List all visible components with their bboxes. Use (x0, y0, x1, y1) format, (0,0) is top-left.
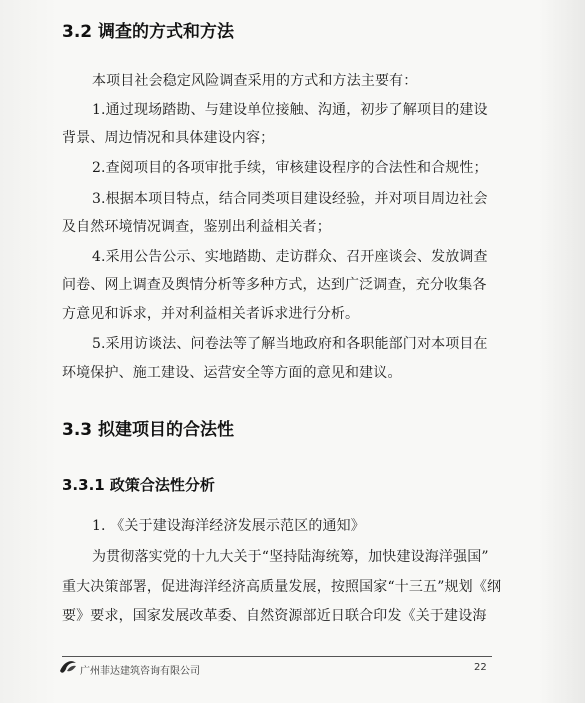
paragraph-line: 1. 《关于建设海洋经济发展示范区的通知》 (92, 518, 365, 534)
paragraph-line: 环境保护、施工建设、运营安全等方面的意见和建议。 (62, 365, 402, 381)
paragraph-line: 重大决策部署，促进海洋经济高质量发展，按照国家“十三五”规划《纲 (62, 579, 502, 595)
paragraph-line: 1.通过现场踏勘、与建设单位接触、沟通，初步了解项目的建设 (92, 102, 488, 118)
section-heading-3-3: 3.3 拟建项目的合法性 (62, 420, 235, 440)
paragraph-line: 2.查阅项目的各项审批手续，审核建设程序的合法性和合规性； (92, 160, 488, 176)
paragraph-line: 及自然环境情况调查，鉴别出利益相关者； (62, 219, 331, 235)
paragraph-line: 本项目社会稳定风险调查采用的方式和方法主要有： (92, 73, 418, 89)
paragraph-line: 问卷、网上调查及舆情分析等多种方式，达到广泛调查，充分收集各 (62, 277, 487, 293)
paragraph-line: 要》要求，国家发展改革委、自然资源部近日联合印发《关于建设海 (62, 608, 487, 624)
paragraph-line: 4.采用公告公示、实地踏勘、走访群众、召开座谈会、发放调查 (92, 249, 488, 265)
paragraph-line: 方意见和诉求，并对利益相关者诉求进行分析。 (62, 306, 360, 322)
company-logo-icon (58, 657, 78, 677)
subsection-heading-3-3-1: 3.3.1 政策合法性分析 (62, 476, 215, 494)
paragraph-line: 为贯彻落实党的十九大关于“坚持陆海统筹，加快建设海洋强国” (92, 549, 489, 565)
paragraph-line: 5.采用访谈法、问卷法等了解当地政府和各职能部门对本项目在 (92, 336, 488, 352)
paragraph-line: 背景、周边情况和具体建设内容； (62, 130, 275, 146)
footer-company-name: 广州菲达建筑咨询有限公司 (80, 666, 200, 677)
paragraph-line: 3.根据本项目特点，结合同类项目建设经验，并对项目周边社会 (92, 191, 488, 207)
section-heading-3-2: 3.2 调查的方式和方法 (62, 22, 235, 42)
page-number: 22 (474, 662, 487, 673)
footer-divider (62, 656, 492, 657)
